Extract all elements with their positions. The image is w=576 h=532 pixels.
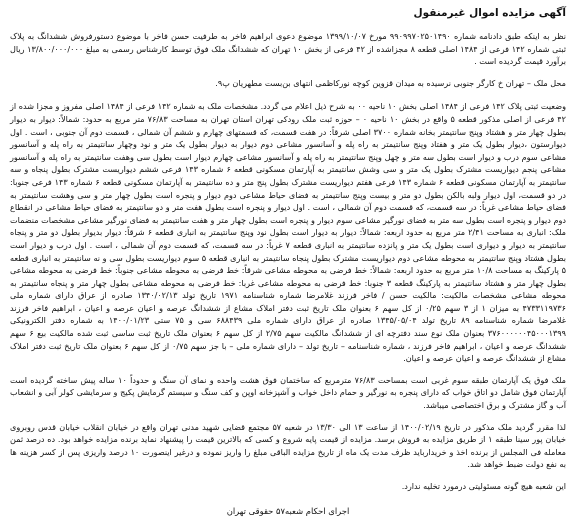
- issuer-signature: اجرای احکام شعبه۵۷ حقوقی تهران: [226, 505, 350, 516]
- auction-terms: لذا مقرر گردید ملک مذکور در تاریخ ۱۴۰۰/۰۲/۱۹ از ساعت ۱۳ الی ۱۳/۳۰ در شعبه ۵۷ مجتمع قضایی شهید مدنی تهران واقع در خیابان انقلاب خیابان قدس روبروی خیابان پور سینا طبقه ۱ از طریق مزایده به فروش برسد. مزایده از قیمت پایه شروع و کسی که بالاترین قیمت را پیشنهاد نماید برنده مزایده خواهد بود. ده درصد ثمن معامله فی المجلس از برنده اخذ و خریدارباید ظرف مدت یک ماه از تاریخ مزایده الباقی مبلغ را واریز نموده و درغیر اینصورت ۱۰ درصد واریزی پس از کسر هزینه ها به نفع دولت ضبط خواهد شد.: [10, 421, 567, 470]
- notice-title: آگهی مزایده اموال غیرمنقول: [413, 7, 566, 19]
- registration-details: وضعیت ثبتی پلاک ۱۴۲ فرعی از ۱۴۸۴ اصلی بخش ۱۰ ناحیه ۰۰ به شرح ذیل اعلام می گردد. مشخصات ملک به شماره ۱۴۲ فرعی از ۱۴۸۴ اصلی مفروز و مجزا شده از ۴۲ فرعی از اصلی مذکور قطعه ۵ واقع در بخش ۱۰ ناحیه ۰ – حوزه ثبت ملک رودکی تهران استان تهران به مساحت ۷۶/۸۳ متر مربع به حدود: شمالاً: دیوار به دیوار بطول چهار متر و هشتاد وپنج سانتیمتر بخانه شماره ۳۷۰۰ اصلی شرقاً: در هفت قسمت، که قسمتهای چهارم و ششم آن شمالی ، قسمت دوم آن جنوبی ، است . اول دیوارستون ،دیوار بطول یک متر و هفتاد وپنج سانتیمتر به راه پله و آسانسور مشاعی دوم دیوار به دیوار بطول یک متر و نود وچهار سانتیمتر به راه پله و آسانسور مشاعی سوم درب و دیوار است بطول سه متر و چهل وپنج سانتیمتر به راه پله و آسانسور مشاعی چهارم دیوار است بطول سی وهفت سانتیمتر به راه پله و آسانسور مشاعی پنجم دیواریست مشترک بطول یک متر و سی وشش سانتیمتر به آپارتمان مسکونی قطعه ۶ شماره ۱۴۳ فرعی ششم دیواریست مشترک بطول پنجاه و سه سانتیمتر به آپارتمان مسکونی قطعه ۶ شماره ۱۴۳ فرعی هفتم دیواریست مشترک بطول پنج متر و ده سانتیمتر به آپارتمان مسکونی قطعه ۶ شماره ۱۴۳ فرعی جنوبا: در دو قسمت، اول دیوار ولبه بالکن بطول دو متر و بیست وپنج سانتیمتر به فضای حیاط مشاعی دوم دیوار و پنجره است بطول چهار متر و سی وهشت سانتیمتر به فضای حیاط مشاعی غرباً: در سه قسمت، که قسمت دوم آن شمالی ، است . اول دیوار و پنجره است بطول هفت متر و دو سانتیمتر به فضای حیاط مشاعی در انقطاع دوم دیوار و پنجره است بطول سه متر به فضای نورگیر مشاعی سوم دیوار و پنجره است بطول چهار متر و هفت سانتیمتر به فضای نورگیر مشاعی مشخصات منضمات ملک: انباری به مساحت ۲/۴۱ متر مربع به حدود اربعه: شمالاً: دیوار به دیوار است بطول نود وپنج سانتیمتر به انباری قطعه ۶ شرقاً: دیوار بدیوار بطول دو متر و پنجاه سانتیمتر به دیوار و دیواری است بطول یک متر و پانزده سانتیمتر به انباری قطعه ۷ غرباً: در سه قسمت، که قسمت دوم آن شمالی ، است . اول درب و دیوار است بطول هشتاد وپنج سانتیمتر به محوطه مشاعی دوم دیواریست مشترک بطول پنجاه سانتیمتر به انباری قطعه ۵ سوم دیواریست بطول سی و نه سانتیمتر به انباری قطعه ۵ پارکینگ به مساحت ۱۰/۸ متر مربع به حدود اربعه: شمالاً: خط فرضی به محوطه مشاعی شرقاً: خط فرضی به محوطه مشاعی جنوباً: خط فرضی به محوطه مشاعی بطول چهار متر و هشتاد سانتیمتر به پارکینگ قطعه ۳ جنوبا: خط فرضی به محوطه مشاعی غربا: خط فرضی به محوطه مشاعی بطول چهار متر و پنجاه سانتیمتر به محوطه مشاعی مشخصات مالکیت: مالکیت حسن / فاخر فرزند غلامرضا شماره شناسنامه ۱۹۷۱ تاریخ تولد ۱۳۴۰/۰۲/۱۳ صادره از عراق دارای شماره ملی ۴۷۳۳۱۱۹۷۳۶ به میزان ۱ از ۳ سهم ۰/۲۵ از کل سهم ۶ بعنوان ملک تاریخ ثبت دفتر املاک مشاع از ششدانگ عرصه و اعیان عرصه و اعیان ، ابراهیم فاخر فرزند غلامرضا شماره شناسنامه ۸۹ تاریخ تولد ۱۳۴۵/۰۵/۰۴ صادره از عراق دارای شماره ملی ۶۸۸۴۳۹ سی و ۷۵ ستی ۱۴۰۰/۰۱/۲۳ ‌به شماره دفتر الکترونیکی ۳۷۶۰۰۰۰۰۰۴۵۰۰۰۱۳۹۹ بعنوان ملک نوع سند دفترچه ای از ششدانگ مالکیت سهم ۲/۷۵ از کل سهم ۶ بعنوان ملک تاریخ ثبت ساسی ثبت شده مالکیت بیع ۶ سهم ششدانگ عرصه و اعیان ، ابراهیم فاخر فرزند ، شماره شناسنامه – تاریخ تولد – دارای شماره ملی – با جز سهم ۰/۷۵ از کل سهم ۶ بعنوان ملک تاریخ ثبت دفتر املاک مشاع از ششدانگ عرصه و اعیان عرصه و اعیان.: [10, 101, 567, 364]
- intro-paragraph: نظر به اینکه طبق دادنامه شماره ۹۹۰۹۹۷۰۲۵۰۱۴۹۰ مورخ ۱۳۹۹/۱۰/۰۷ موضوع دعوی ابراهیم فاخر به طرفیت حسن فاخر با موضوع دستورفروش ششدانگ به پلاک ثبتی شماره ۱۴۲ فرعی از ۱۴۸۴ اصلی قطعه ۸ مجزاشده از ۴۲ فرعی از بخش ۱۰ تهران که ششدانگ ملک فوق توسط کارشناس رسمی به مبلغ ۱۳/۸۰۰/۰۰۰/۰۰۰ ریال برآورد قیمت گردیده است .: [10, 31, 567, 67]
- liability-note: این شعبه هیچ گونه مسئولیتی درمورد تخلیه ندارد.: [401, 481, 566, 491]
- property-description: ملک فوق یک آپارتمان طبقه سوم غربی است بمساحت ۷۶/۸۳ مترمربع که ساختمان فوق هشت واحده و نمای آن سنگ و حدوداً ۱۰ ساله پیش ساخته گردیده است آپارتمان فوق شامل دو اتاق خواب که دارای پنجره به نورگیر و حمام داخل خواب و آشپزخانه اوپن و کف سنگ و سیستم گرمایش پکیج و سرمایشی کولر آبی و انشعاب آب و گاز مشترک و برق اختصاصی میباشد.: [10, 374, 566, 411]
- property-location: محل ملک – تهران خ کارگر جنوبی نرسیده به میدان قزوین کوچه نورکاظمی انتهای بن‌بست مطهریان پ۹.: [215, 77, 566, 88]
